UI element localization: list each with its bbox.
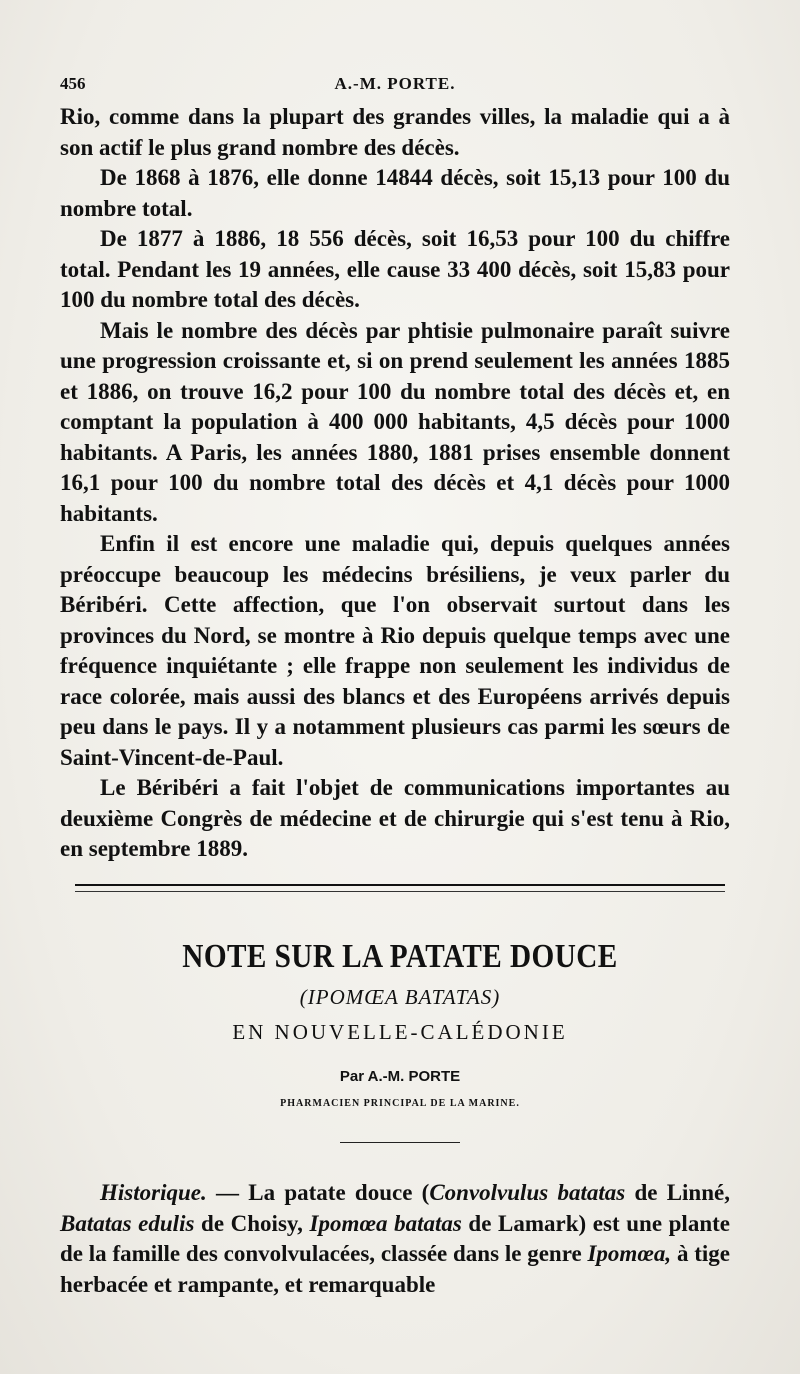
section-divider [75,884,725,892]
body-text [60,102,730,865]
historique-text: à tige herbacée et rampante, et remarquable [60,1241,730,1297]
historique-heading: Historique. [100,1180,207,1205]
author-affiliation: PHARMACIEN PRINCIPAL DE LA MARINE. [280,1098,520,1109]
historique-text: de Lamark) est une plante de la famille des convolvulacées, classée dans le genre [60,1210,730,1266]
paragraph: De 1868 à 1876, elle donne 14844 décès, soit 15,13 pour 100 du nombre total. [60,165,730,221]
species-name: Convolvulus batatas [429,1180,626,1205]
historique-section [60,1178,730,1300]
article-byline: Par A.-M. PORTE [339,1068,461,1085]
paragraph: Le Béribéri a fait l'objet de communications importantes au deuxième Congrès de médecine et de chirurgie qui s'est tenu à Rio, en septembre 1889. [60,775,730,861]
page-number: 456 [60,74,86,93]
running-head-author: A.-M. PORTE. [334,74,456,93]
historique-text: — La patate douce ( [206,1180,430,1205]
historique-text: de Linné, [625,1180,730,1205]
paragraph: Enfin il est encore une maladie qui, depuis quelques années préoccupe beaucoup les médecins brésiliens, je veux parler du Béribéri. Cette affection, que l'on observait surtout dans les provinces du Nord, se montre à Rio depuis quelque temps avec une fréquence inquiétante ; elle frappe non seulement les individus de race colorée, mais aussi des blancs et des Européens arrivés depuis peu dans le pays. Il y a notamment plusieurs cas parmi les sœurs de Saint-Vincent-de-Paul. [60,531,730,770]
paragraph: Rio, comme dans la plupart des grandes villes, la maladie qui a à son actif le plus grand nombre des décès. [60,104,730,160]
paragraph: Mais le nombre des décès par phtisie pulmonaire paraît suivre une progression croissante et, si on prend seulement les années 1885 et 1886, on trouve 16,2 pour 100 du nombre total des décès et, en comptant la population à 400 000 habitants, 4,5 décès pour 1000 habitants. A Paris, les années 1880, 1881 prises ensemble donnent 16,1 pour 100 du nombre total des décès et 4,1 décès pour 1000 habitants. [60,317,730,526]
article-place: EN NOUVELLE-CALÉDONIE [232,1020,568,1044]
article-title: NOTE SUR LA PATATE DOUCE [182,938,618,975]
species-name: Ipomœa batatas [309,1210,462,1236]
historique-text: de Choisy, [194,1210,310,1236]
historique-paragraph [60,1178,730,1300]
running-head [60,74,730,98]
genus-name: Ipomœa, [587,1241,672,1266]
species-name: Batatas edulis [60,1210,195,1236]
article-latin-name: (IPOMŒA BATATAS) [299,985,501,1009]
short-divider [340,1142,460,1143]
paragraph: De 1877 à 1886, 18 556 décès, soit 16,53 pour 100 du chiffre total. Pendant les 19 années, elle cause 33 400 décès, soit 15,83 pour 100 du nombre total des décès. [60,226,730,312]
